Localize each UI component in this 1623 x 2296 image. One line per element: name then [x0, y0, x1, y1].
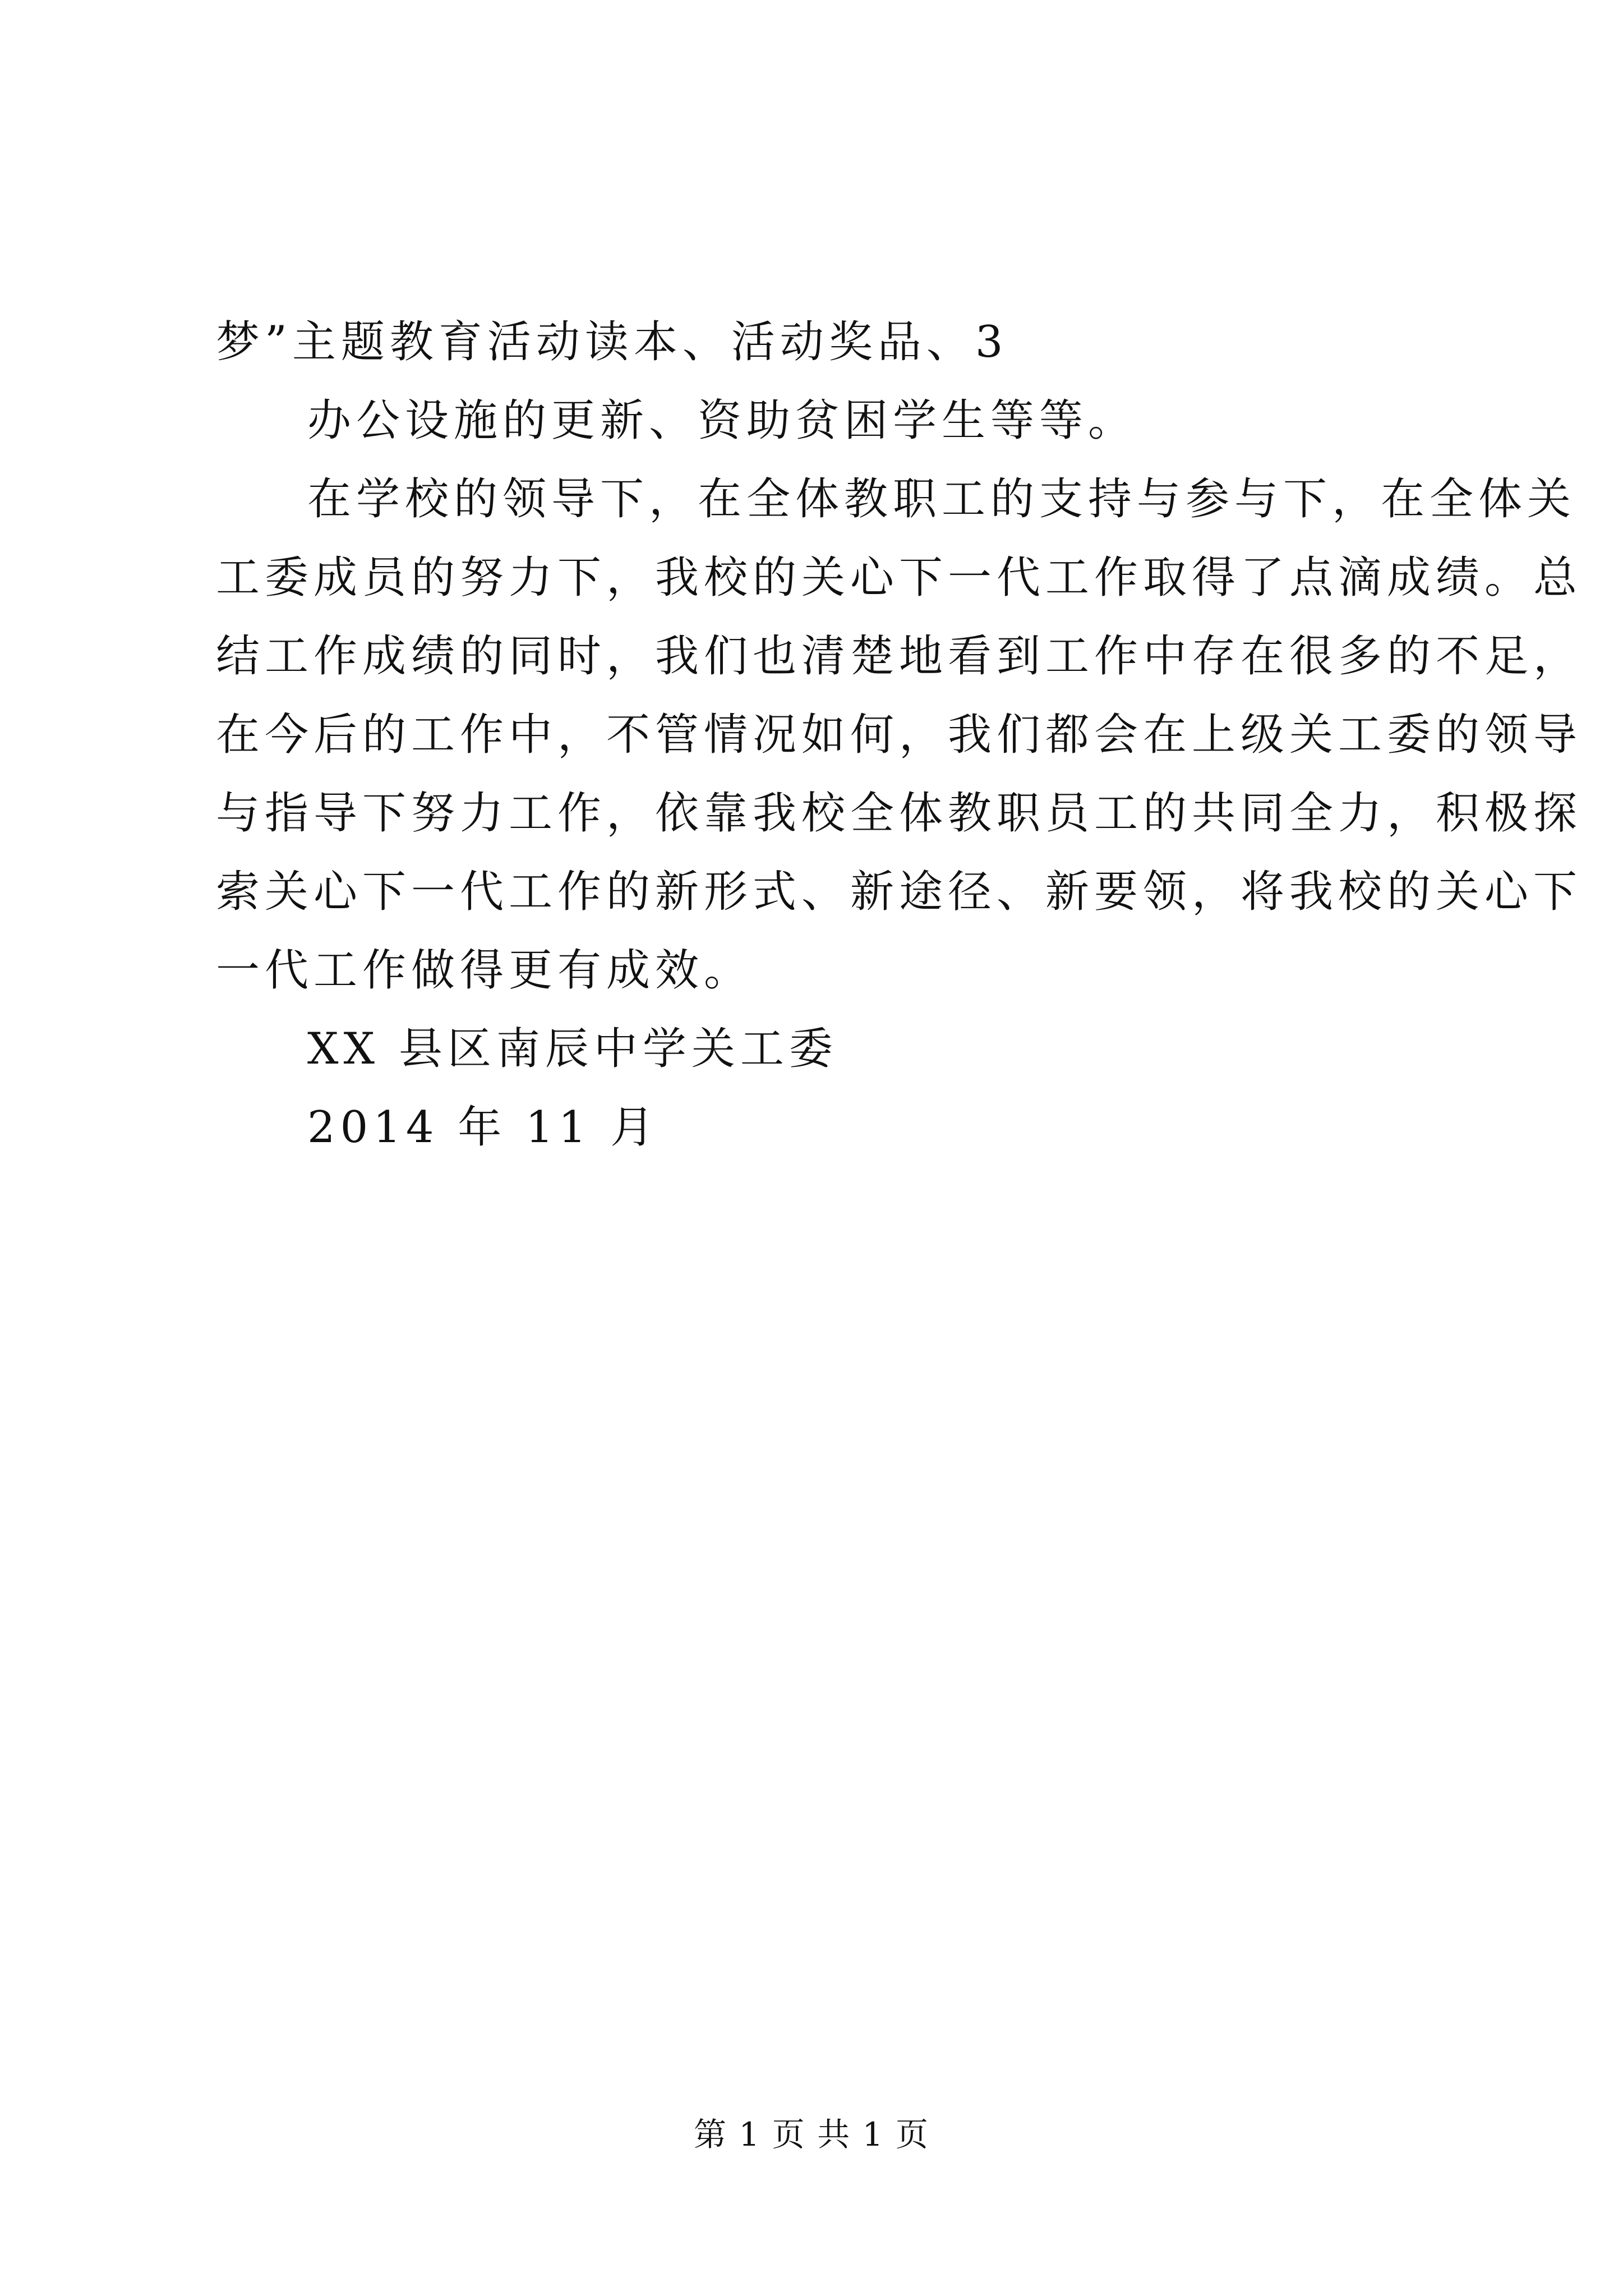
page-number-footer: 第 1 页 共 1 页	[694, 2115, 929, 2154]
signature-organization: XX 县区南辰中学关工委	[307, 1024, 838, 1074]
paragraph-line-4: 工委成员的努力下，我校的关心下一代工作取得了点滴成绩。总	[216, 553, 1583, 603]
paragraph-line-6: 在今后的工作中，不管情况如何，我们都会在上级关工委的领导	[216, 710, 1583, 760]
paragraph-line-1: 梦”主题教育活动读本、活动奖品、3	[216, 317, 1008, 367]
paragraph-line-8: 索关心下一代工作的新形式、新途径、新要领，将我校的关心下	[216, 867, 1583, 917]
document-body	[216, 303, 1583, 1167]
paragraph-line-7: 与指导下努力工作，依靠我校全体教职员工的共同全力，积极探	[216, 788, 1583, 839]
paragraph-line-3: 在学校的领导下，在全体教职工的支持与参与下，在全体关	[307, 474, 1576, 524]
paragraph-line-2: 办公设施的更新、资助贫困学生等等。	[307, 395, 1137, 446]
paragraph-line-9: 一代工作做得更有成效。	[216, 945, 753, 996]
signature-date: 2014 年 11 月	[307, 1102, 660, 1153]
paragraph-line-5: 结工作成绩的同时，我们也清楚地看到工作中存在很多的不足，	[216, 631, 1583, 682]
